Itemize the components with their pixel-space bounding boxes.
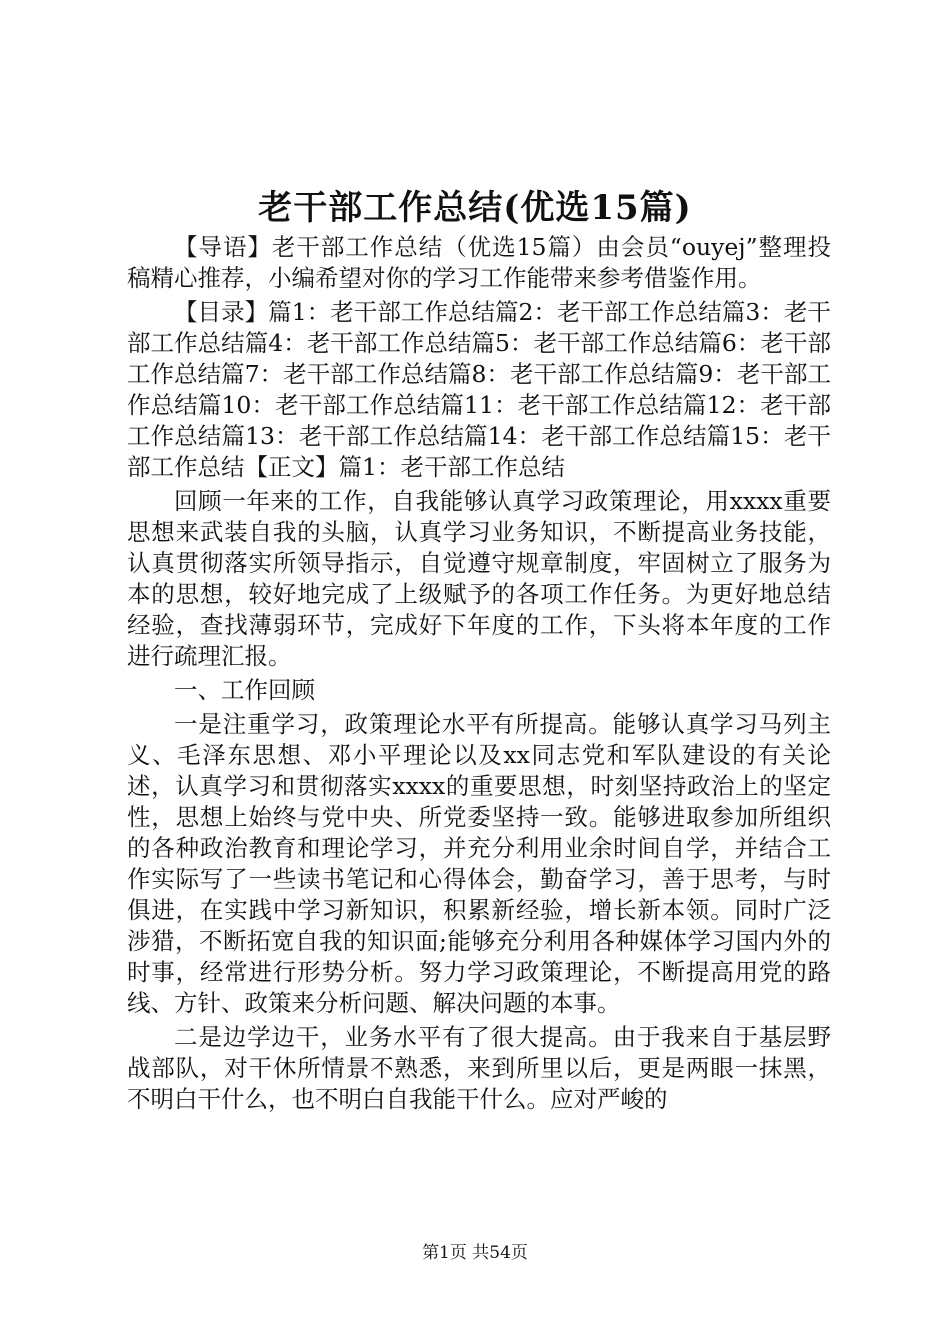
body-paragraph: 二是边学边干，业务水平有了很大提高。由于我来自于基层野战部队，对干休所情景不熟悉，来到所里以后，更是两眼一抹黑，不明白干什么，也不明白自我能干什么。应对严峻的 [127, 1023, 831, 1113]
page-number: 第1页 共54页 [422, 1243, 528, 1263]
body-paragraph: 回顾一年来的工作，自我能够认真学习政策理论，用xxxx重要思想来武装自我的头脑，认真学习业务知识，不断提高业务技能，认真贯彻落实所领导指示，自觉遵守规章制度，牢固树立了服务为本的思想，较好地完成了上级赋予的各项工作任务。为更好地总结经验，查找薄弱环节，完成好下年度的工作，下头将本年度的工作进行疏理汇报。 [127, 487, 831, 670]
toc-paragraph: 【目录】篇1：老干部工作总结篇2：老干部工作总结篇3：老干部工作总结篇4：老干部工作总结篇5：老干部工作总结篇6：老干部工作总结篇7：老干部工作总结篇8：老干部工作总结篇9：老干部工作总结篇10：老干部工作总结篇11：老干部工作总结篇12：老干部工作总结篇13：老干部工作总结篇14：老干部工作总结篇15：老干部工作总结【正文】篇1：老干部工作总结 [127, 298, 831, 481]
section-heading: 一、工作回顾 [174, 676, 315, 704]
document-body [127, 232, 831, 1118]
document-title: 老干部工作总结(优选15篇) [258, 188, 692, 228]
body-paragraph: 一是注重学习，政策理论水平有所提高。能够认真学习马列主义、毛泽东思想、邓小平理论以及xx同志党和军队建设的有关论述，认真学习和贯彻落实xxxx的重要思想，时刻坚持政治上的坚定性，思想上始终与党中央、所党委坚持一致。能够进取参加所组织的各种政治教育和理论学习，并充分利用业余时间自学，并结合工作实际写了一些读书笔记和心得体会，勤奋学习，善于思考，与时俱进，在实践中学习新知识，积累新经验，增长新本领。同时广泛涉猎，不断拓宽自我的知识面;能够充分利用各种媒体学习国内外的时事，经常进行形势分析。努力学习政策理论，不断提高用党的路线、方针、政策来分析问题、解决问题的本事。 [127, 710, 831, 1017]
intro-paragraph: 【导语】老干部工作总结（优选15篇）由会员“ouyej”整理投稿精心推荐，小编希望对你的学习工作能带来参考借鉴作用。 [127, 233, 831, 292]
